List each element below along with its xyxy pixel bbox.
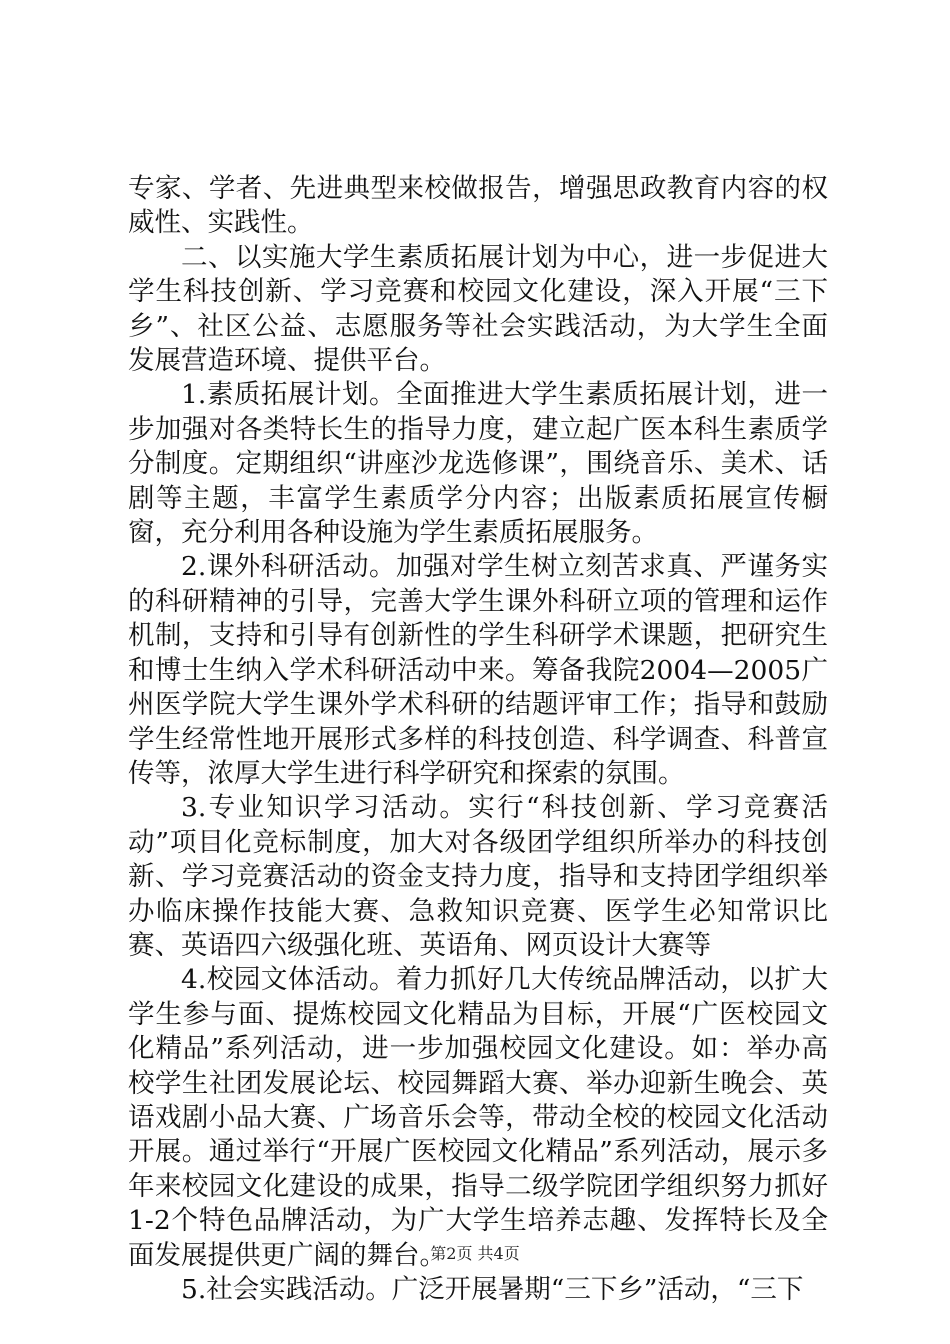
paragraph-item-1: 1.素质拓展计划。全面推进大学生素质拓展计划，进一步加强对各类特长生的指导力度，建立起广医本科生素质学分制度。定期组织“讲座沙龙选修课”，围绕音乐、美术、话剧等主题，丰富学生素质学分内容；出版素质拓展宣传橱窗，充分利用各种设施为学生素质拓展服务。 [128,379,828,549]
page-number-footer: 第2页 共4页 [430,1244,520,1263]
paragraph-item-4: 4.校园文体活动。着力抓好几大传统品牌活动，以扩大学生参与面、提炼校园文化精品为目标，开展“广医校园文化精品”系列活动，进一步加强校园文化建设。如：举办高校学生社团发展论坛、校园舞蹈大赛、举办迎新生晚会、英语戏剧小品大赛、广场音乐会等，带动全校的校园文化活动开展。通过举行“开展广医校园文化精品”系列活动，展示多年来校园文化建设的成果，指导二级学院团学组织努力抓好1-2个特色品牌活动，为广大学生培养志趣、发挥特长及全面发展提供更广阔的舞台。 [128,964,828,1271]
document-body [128,172,828,1307]
paragraph-item-2: 2.课外科研活动。加强对学生树立刻苦求真、严谨务实的科研精神的引导，完善大学生课外科研立项的管理和运作机制，支持和引导有创新性的学生科研学术课题，把研究生和博士生纳入学术科研活动中来。筹备我院2004—2005广州医学院大学生课外学术科研的结题评审工作；指导和鼓励学生经常性地开展形式多样的科技创造、科学调查、科普宣传等，浓厚大学生进行科学研究和探索的氛围。 [128,551,828,789]
paragraph-continuation: 专家、学者、先进典型来校做报告，增强思政教育内容的权威性、实践性。 [128,173,828,239]
paragraph-item-3: 3.专业知识学习活动。实行“科技创新、学习竞赛活动”项目化竞标制度，加大对各级团学组织所举办的科技创新、学习竞赛活动的资金支持力度，指导和支持团学组织举办临床操作技能大赛、急救知识竞赛、医学生必知常识比赛、英语四六级强化班、英语角、网页设计大赛等 [128,792,828,961]
paragraph-section-two: 二、以实施大学生素质拓展计划为中心，进一步促进大学生科技创新、学习竞赛和校园文化建设，深入开展“三下乡”、社区公益、志愿服务等社会实践活动，为大学生全面发展营造环境、提供平台。 [128,241,828,377]
paragraph-item-5: 5.社会实践活动。广泛开展暑期“三下乡”活动，“三下 [181,1274,804,1305]
